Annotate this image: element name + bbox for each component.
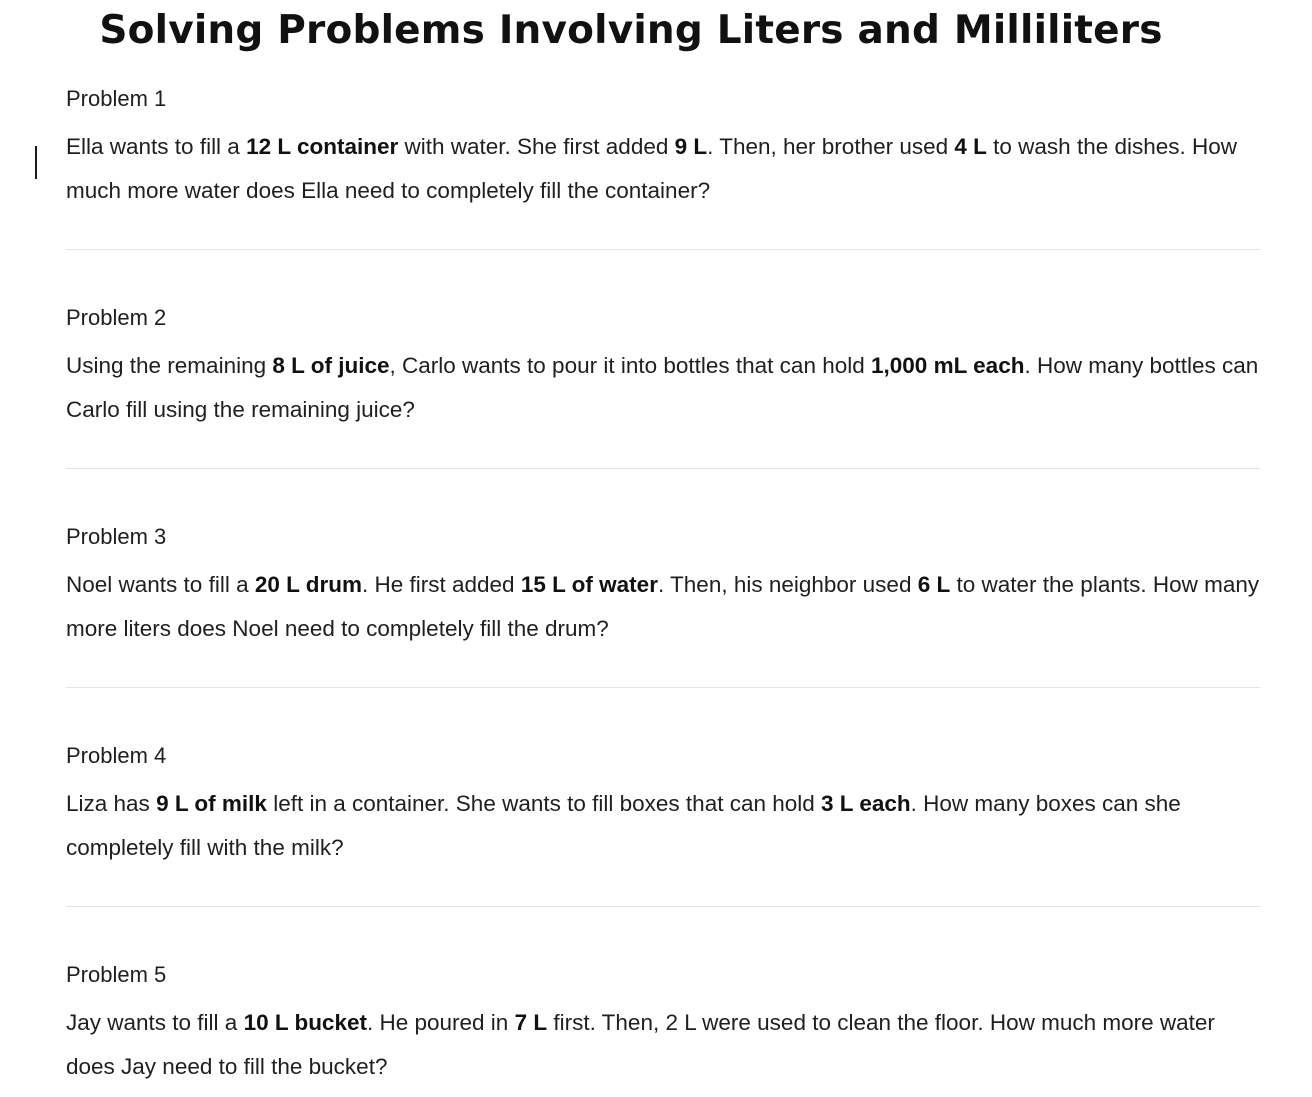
- problem-text-bold: 6 L: [917, 572, 951, 597]
- problem-4: [66, 739, 1260, 869]
- section-divider: [66, 468, 1260, 469]
- problem-text-bold: 15 L of water: [520, 572, 658, 597]
- problem-heading: Problem 5: [66, 962, 167, 987]
- problem-text-segment: Liza has: [66, 791, 157, 816]
- problem-text-segment: . How many boxes can she completely fill with the milk?: [66, 791, 1181, 860]
- problem-text: [66, 563, 1260, 650]
- problem-text-segment: Using the remaining: [66, 353, 273, 378]
- problem-text-bold: 9 L: [674, 134, 708, 159]
- problem-text: [66, 125, 1260, 212]
- problem-text: [66, 1001, 1260, 1088]
- problem-text-segment: , Carlo wants to pour it into bottles that can hold: [389, 353, 872, 378]
- problem-text-segment: left in a container. She wants to fill boxes that can hold: [266, 791, 822, 816]
- problem-text-segment: to wash the dishes. How much more water does Ella need to completely fill the container?: [66, 134, 1238, 203]
- problem-text-segment: Ella wants to fill a: [66, 134, 247, 159]
- section-divider: [66, 687, 1260, 688]
- problem-text-bold: 3 L each: [821, 791, 911, 816]
- problem-heading: Problem 4: [66, 743, 167, 768]
- problem-text-bold: 9 L of milk: [156, 791, 267, 816]
- problem-text-segment: . Then, her brother used: [707, 134, 955, 159]
- problem-text: [66, 782, 1260, 869]
- problem-3: [66, 520, 1260, 650]
- section-divider: [66, 906, 1260, 907]
- problem-heading: Problem 3: [66, 524, 167, 549]
- problem-text-segment: with water. She first added: [398, 134, 675, 159]
- problem-text-segment: . Then, his neighbor used: [657, 572, 918, 597]
- problem-text-segment: . He poured in: [366, 1010, 515, 1035]
- problem-text-segment: . He first added: [361, 572, 521, 597]
- text-cursor: [35, 146, 37, 179]
- problem-text-segment: Jay wants to fill a: [66, 1010, 244, 1035]
- problem-text-bold: 20 L drum: [254, 572, 362, 597]
- problem-text-bold: 12 L container: [246, 134, 399, 159]
- problem-5: [66, 958, 1260, 1088]
- problem-text-segment: first. Then, 2 L were used to clean the floor. How much more water does Jay need to fill the bucket?: [66, 1010, 1215, 1079]
- problem-2: [66, 301, 1260, 431]
- section-divider: [66, 249, 1260, 250]
- problem-heading: Problem 1: [66, 86, 167, 111]
- problem-text-segment: Noel wants to fill a: [66, 572, 255, 597]
- problem-text-segment: . How many bottles can Carlo fill using the remaining juice?: [66, 353, 1259, 422]
- problem-1: [66, 82, 1260, 212]
- problem-text-bold: 4 L: [954, 134, 987, 159]
- problem-text-bold: 10 L bucket: [243, 1010, 367, 1035]
- problem-text-bold: 8 L of juice: [272, 353, 390, 378]
- problem-heading: Problem 2: [66, 305, 167, 330]
- problem-text-bold: 1,000 mL each: [871, 353, 1025, 378]
- problem-text-segment: to water the plants. How many more liters does Noel need to completely fill the drum?: [66, 572, 1260, 641]
- problem-text-bold: 7 L: [514, 1010, 548, 1035]
- problem-text: [66, 344, 1260, 431]
- page-title: Solving Problems Involving Liters and Milliliters: [99, 8, 1163, 53]
